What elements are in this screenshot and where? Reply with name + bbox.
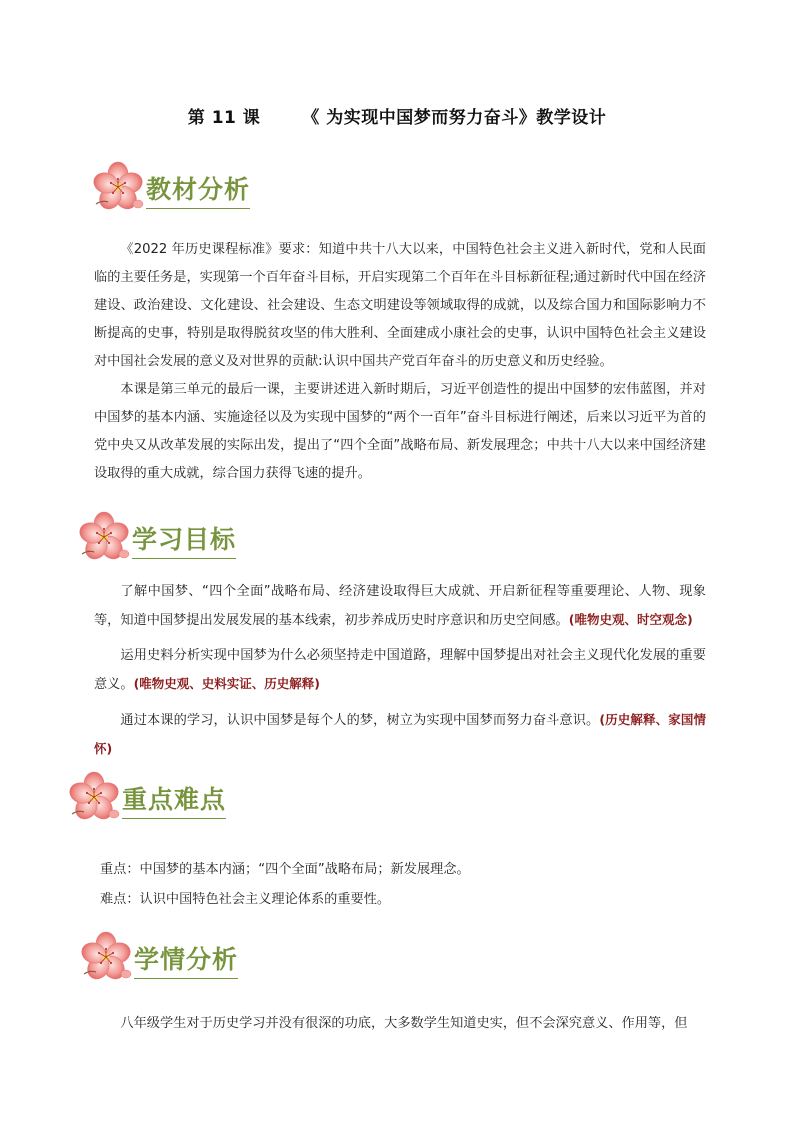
- analysis-paragraph-1: 《2022 年历史课程标准》要求：知道中共十八大以来，中国特色社会主义进入新时代，党和人民面临的主要任务是，实现第一个百年奋斗目标，开启实现第二个百年在斗目标新征程;通过新时代中国在经济建设、政治建设、文化建设、社会建设、生态文明建设等领域取得的成就，以及综合国力和国际影响力不断提高的史事，特别是取得脱贫攻坚的伟大胜利、全面建成小康社会的史事，认识中国特色社会主义建设对中国社会发展的意义及对世界的贡献:认识中国共产党百年奋斗的历史意义和历史经验。: [94, 242, 706, 369]
- plum-blossom-icon: [88, 160, 150, 214]
- objective-2: 运用史料分析实现中国梦为什么必须坚持走中国道路，理解中国梦提出对社会主义现代化发展的重要意义。(唯物史观、史料实证、历史解释): [94, 648, 706, 692]
- section-heading-key-points: [64, 770, 264, 822]
- document-title: [0, 103, 794, 128]
- plum-blossom-icon: [74, 510, 136, 564]
- key-point: 重点：中国梦的基本内涵；“四个全面”战略布局；新发展理念。: [100, 862, 470, 877]
- lesson-name: 《 为实现中国梦而努力奋斗》教学设计: [302, 108, 607, 128]
- competency-tag: (历史解释、家国情怀): [94, 712, 706, 756]
- section-heading-students: [76, 930, 276, 982]
- section-heading-objectives: [74, 510, 274, 562]
- difficult-point: 难点：认识中国特色社会主义理论体系的重要性。: [100, 892, 391, 907]
- section-title: 教材分析: [146, 170, 250, 206]
- section-title: 重点难点: [122, 780, 226, 816]
- competency-tag: (唯物史观、时空观念): [568, 612, 693, 627]
- objective-3: 通过本课的学习，认识中国梦是每个人的梦，树立为实现中国梦而努力奋斗意识。(历史解释、家国情怀): [94, 712, 706, 756]
- plum-blossom-icon: [76, 930, 138, 984]
- plum-blossom-icon: [64, 770, 126, 824]
- lesson-number: 第 11 课: [187, 108, 261, 128]
- section-heading-analysis: [88, 160, 288, 212]
- competency-tag: (唯物史观、史料实证、历史解释): [133, 676, 320, 691]
- analysis-paragraph-2: 本课是第三单元的最后一课，主要讲述进入新时期后，习近平创造性的提出中国梦的宏伟蓝图，并对中国梦的基本内涵、实施途径以及为实现中国梦的“两个一百年”奋斗目标进行阐述，后来以习近平为首的党中央又从改革发展的实际出发，提出了“四个全面”战略布局、新发展理念；中共十八大以来中国经济建设取得的重大成就，综合国力获得飞速的提升。: [94, 382, 706, 481]
- section-title: 学习目标: [132, 520, 236, 556]
- section-title: 学情分析: [134, 940, 238, 976]
- students-paragraph-1: 八年级学生对于历史学习并没有很深的功底，大多数学生知道史实，但不会深究意义、作用等，但: [120, 1016, 688, 1031]
- objective-1: 了解中国梦、“四个全面”战略布局、经济建设取得巨大成就、开启新征程等重要理论、人物、现象等，知道中国梦提出发展发展的基本线索，初步养成历史时序意识和历史空间感。(唯物史观、时空观念): [94, 584, 706, 628]
